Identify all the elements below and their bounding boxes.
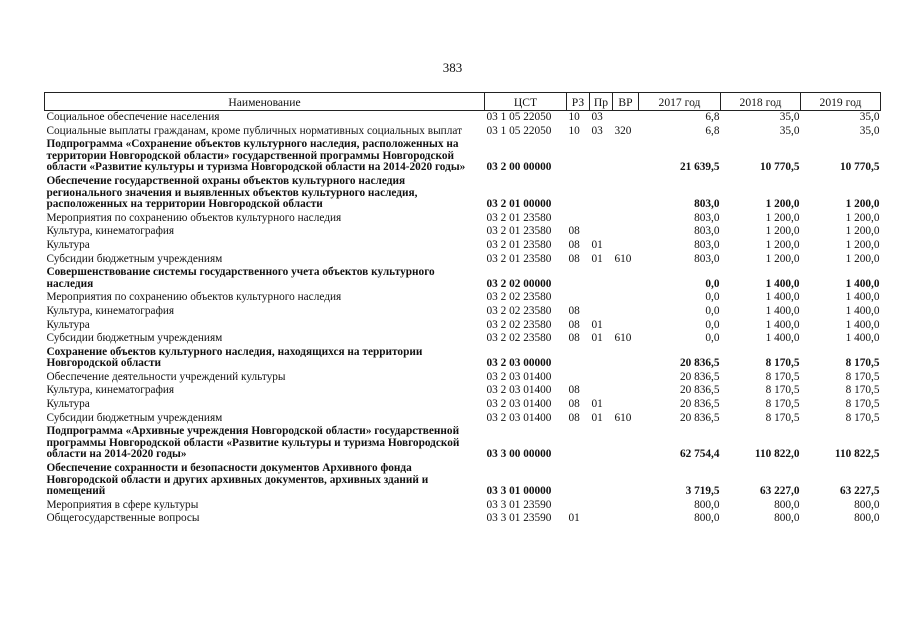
cell-name: Культура, кинематография — [46, 304, 175, 317]
cell-rz: 10 — [568, 111, 580, 123]
cell-vr — [613, 398, 639, 412]
cell-2019: 1 200,0 — [845, 252, 880, 265]
cell-2018: 8 170,5 — [765, 384, 800, 397]
table-row — [45, 499, 881, 513]
cell-rz: 08 — [568, 332, 580, 345]
cell-cst: 03 2 02 23580 — [486, 318, 552, 331]
cell-2019: 800,0 — [854, 512, 880, 525]
cell-pr: 01 — [591, 238, 603, 251]
cell-2018: 1 200,0 — [765, 225, 800, 238]
cell-2017: 803,0 — [694, 252, 720, 265]
header-rz: РЗ — [567, 93, 590, 111]
table-row — [45, 253, 881, 267]
cell-2017: 21 639,5 — [679, 161, 720, 174]
table-row — [45, 412, 881, 426]
cell-vr — [613, 425, 639, 462]
cell-name: Культура, кинематография — [46, 384, 175, 397]
cell-vr — [613, 371, 639, 385]
table-row — [45, 111, 881, 125]
cell-pr: 01 — [591, 332, 603, 345]
cell-2019: 1 200,0 — [845, 238, 880, 251]
cell-2017: 0,0 — [705, 318, 720, 331]
cell-vr — [613, 499, 639, 513]
cell-2019: 1 400,0 — [845, 277, 880, 290]
cell-2018: 1 400,0 — [765, 318, 800, 331]
cell-2018: 800,0 — [774, 512, 800, 525]
header-2017: 2017 год — [639, 93, 721, 111]
cell-vr — [613, 462, 639, 499]
cell-pr: 01 — [591, 398, 603, 411]
cell-2019: 8 170,5 — [845, 384, 880, 397]
cell-name: Мероприятия в сфере культуры — [46, 498, 199, 511]
cell-2019: 8 170,5 — [845, 370, 880, 383]
cell-vr: 610 — [614, 252, 632, 265]
table-body — [45, 111, 881, 527]
cell-2018: 8 170,5 — [765, 370, 800, 383]
cell-rz: 08 — [568, 225, 580, 238]
cell-rz — [567, 266, 590, 291]
cell-vr — [613, 305, 639, 319]
cell-rz: 08 — [568, 318, 580, 331]
header-cst: ЦСТ — [485, 93, 567, 111]
header-vr: ВР — [613, 93, 639, 111]
cell-pr: 01 — [591, 252, 603, 265]
table-row — [45, 319, 881, 333]
cell-name: Подпрограмма «Архивные учреждения Новгородской области» государственной программы Новгородской области «Развитие культуры и туризма Новгородской области на 2014-2020 годы» — [46, 425, 460, 461]
cell-pr — [590, 512, 613, 526]
cell-vr — [613, 346, 639, 371]
table-header-row — [45, 93, 881, 111]
cell-cst: 03 2 03 00000 — [486, 357, 552, 370]
cell-2017: 20 836,5 — [679, 357, 720, 370]
cell-pr — [590, 266, 613, 291]
cell-2018: 1 200,0 — [765, 252, 800, 265]
cell-cst: 03 2 01 23580 — [486, 225, 552, 238]
table-row — [45, 384, 881, 398]
cell-name: Подпрограмма «Сохранение объектов культурного наследия, расположенных на территории Новгородской области» государственной программы Новгородской области «Развитие культуры и туризма Новгородской области на 2014-2020 годы» — [46, 138, 466, 174]
cell-cst: 03 3 01 23590 — [486, 512, 552, 525]
header-2018: 2018 год — [721, 93, 801, 111]
cell-cst: 03 2 01 00000 — [486, 198, 552, 211]
cell-cst: 03 2 02 00000 — [486, 277, 552, 290]
cell-rz — [567, 175, 590, 212]
cell-rz — [567, 212, 590, 226]
cell-pr — [590, 175, 613, 212]
cell-pr — [590, 212, 613, 226]
cell-2018: 63 227,0 — [759, 485, 800, 498]
cell-2017: 803,0 — [694, 225, 720, 238]
cell-rz — [567, 462, 590, 499]
cell-2019: 8 170,5 — [845, 398, 880, 411]
cell-cst: 03 2 03 01400 — [486, 384, 552, 397]
cell-vr — [613, 384, 639, 398]
table-row — [45, 291, 881, 305]
cell-name: Культура, кинематография — [46, 225, 175, 238]
cell-2018: 1 200,0 — [765, 211, 800, 224]
cell-pr: 01 — [591, 318, 603, 331]
cell-rz: 08 — [568, 238, 580, 251]
table-row — [45, 462, 881, 499]
cell-cst: 03 1 05 22050 — [486, 111, 552, 123]
cell-cst: 03 2 03 01400 — [486, 411, 552, 424]
cell-cst: 03 1 05 22050 — [486, 124, 552, 137]
cell-cst: 03 2 01 23580 — [486, 238, 552, 251]
cell-cst: 03 2 02 23580 — [486, 291, 552, 304]
cell-cst: 03 2 02 23580 — [486, 332, 552, 345]
table-row — [45, 346, 881, 371]
cell-vr: 610 — [614, 411, 632, 424]
cell-name: Обеспечение сохранности и безопасности документов Архивного фонда Новгородской области и других архивных документов, архивных зданий и помещений — [46, 462, 429, 498]
cell-2017: 20 836,5 — [679, 370, 720, 383]
cell-name: Культура — [46, 398, 90, 411]
cell-2019: 63 227,5 — [839, 485, 880, 498]
cell-rz — [567, 138, 590, 175]
cell-2019: 8 170,5 — [845, 357, 880, 370]
cell-2018: 8 170,5 — [765, 411, 800, 424]
cell-2019: 1 200,0 — [845, 225, 880, 238]
cell-pr — [590, 305, 613, 319]
cell-name: Социальное обеспечение населения — [46, 111, 220, 123]
cell-2017: 803,0 — [694, 198, 720, 211]
cell-rz — [567, 291, 590, 305]
cell-vr — [613, 266, 639, 291]
cell-pr — [590, 291, 613, 305]
cell-2017: 20 836,5 — [679, 384, 720, 397]
cell-name: Обеспечение государственной охраны объектов культурного наследия регионального значения и выявленных объектов культурного наследия, расположенных на территории Новгородской области — [46, 174, 418, 211]
cell-2018: 8 170,5 — [765, 398, 800, 411]
cell-name: Обеспечение деятельности учреждений культуры — [46, 370, 286, 383]
cell-2017: 803,0 — [694, 238, 720, 251]
cell-rz — [567, 499, 590, 513]
cell-rz — [567, 425, 590, 462]
cell-pr: 03 — [591, 111, 603, 123]
cell-rz: 08 — [568, 304, 580, 317]
table-row — [45, 371, 881, 385]
cell-2017: 20 836,5 — [679, 411, 720, 424]
cell-name: Социальные выплаты гражданам, кроме публичных нормативных социальных выплат — [46, 124, 463, 137]
cell-2019: 1 400,0 — [845, 332, 880, 345]
cell-2017: 0,0 — [705, 277, 720, 290]
cell-name: Общегосударственные вопросы — [46, 512, 200, 525]
cell-cst: 03 3 00 00000 — [486, 448, 552, 461]
cell-2018: 8 170,5 — [765, 357, 800, 370]
cell-2018: 110 822,0 — [754, 448, 800, 461]
cell-rz: 01 — [568, 512, 580, 525]
cell-2018: 1 200,0 — [765, 198, 800, 211]
cell-rz: 08 — [568, 252, 580, 265]
cell-vr: 610 — [614, 332, 632, 345]
cell-vr: 320 — [614, 124, 632, 137]
cell-vr — [613, 291, 639, 305]
cell-2017: 0,0 — [705, 304, 720, 317]
table-row — [45, 425, 881, 462]
cell-2019: 35,0 — [859, 124, 880, 137]
table-row — [45, 125, 881, 139]
cell-name: Культура — [46, 318, 90, 331]
cell-2018: 1 400,0 — [765, 332, 800, 345]
cell-2019: 8 170,5 — [845, 411, 880, 424]
table-row — [45, 332, 881, 346]
cell-2019: 1 200,0 — [845, 211, 880, 224]
cell-2018: 1 200,0 — [765, 238, 800, 251]
cell-name: Мероприятия по сохранению объектов культурного наследия — [46, 291, 342, 304]
cell-2017: 62 754,4 — [679, 448, 720, 461]
cell-2017: 803,0 — [694, 211, 720, 224]
cell-2018: 1 400,0 — [765, 304, 800, 317]
table-row — [45, 225, 881, 239]
cell-rz — [567, 371, 590, 385]
cell-2018: 800,0 — [774, 498, 800, 511]
cell-name: Совершенствование системы государственного учета объектов культурного наследия — [46, 266, 435, 290]
cell-pr — [590, 462, 613, 499]
cell-vr — [613, 225, 639, 239]
cell-vr — [613, 319, 639, 333]
cell-cst: 03 2 00 00000 — [486, 161, 552, 174]
cell-2018: 35,0 — [779, 111, 800, 123]
cell-2017: 800,0 — [694, 512, 720, 525]
cell-pr — [590, 138, 613, 175]
cell-cst: 03 2 03 01400 — [486, 370, 552, 383]
cell-2019: 35,0 — [859, 111, 880, 123]
cell-2019: 1 200,0 — [845, 198, 880, 211]
cell-2018: 10 770,5 — [759, 161, 800, 174]
cell-name: Культура — [46, 238, 90, 251]
cell-2017: 0,0 — [705, 291, 720, 304]
cell-2017: 6,8 — [705, 124, 720, 137]
cell-name: Субсидии бюджетным учреждениям — [46, 252, 223, 265]
cell-rz: 08 — [568, 411, 580, 424]
cell-2018: 1 400,0 — [765, 291, 800, 304]
cell-cst: 03 3 01 00000 — [486, 485, 552, 498]
cell-cst: 03 3 01 23590 — [486, 498, 552, 511]
header-2019: 2019 год — [801, 93, 881, 111]
header-pr: Пр — [590, 93, 613, 111]
cell-cst: 03 2 01 23580 — [486, 252, 552, 265]
cell-name: Мероприятия по сохранению объектов культурного наследия — [46, 211, 342, 224]
cell-rz: 08 — [568, 398, 580, 411]
cell-rz — [567, 346, 590, 371]
cell-vr — [613, 239, 639, 253]
table-row — [45, 305, 881, 319]
cell-2019: 1 400,0 — [845, 318, 880, 331]
table-row — [45, 398, 881, 412]
cell-rz: 10 — [568, 124, 580, 137]
cell-name: Сохранение объектов культурного наследия, находящихся на территории Новгородской области — [46, 345, 423, 370]
cell-pr — [590, 499, 613, 513]
cell-2019: 110 822,5 — [834, 448, 880, 461]
budget-table — [44, 92, 881, 526]
cell-vr — [613, 212, 639, 226]
cell-vr — [613, 512, 639, 526]
cell-2019: 1 400,0 — [845, 304, 880, 317]
cell-rz: 08 — [568, 384, 580, 397]
cell-2019: 10 770,5 — [839, 161, 880, 174]
cell-vr — [613, 111, 639, 125]
header-name: Наименование — [45, 93, 485, 111]
table-row — [45, 138, 881, 175]
cell-pr — [590, 425, 613, 462]
cell-cst: 03 2 03 01400 — [486, 398, 552, 411]
cell-2017: 3 719,5 — [685, 485, 720, 498]
cell-name: Субсидии бюджетным учреждениям — [46, 332, 223, 345]
table-row — [45, 212, 881, 226]
cell-2019: 800,0 — [854, 498, 880, 511]
table-row — [45, 239, 881, 253]
cell-cst: 03 2 01 23580 — [486, 211, 552, 224]
table-row — [45, 266, 881, 291]
cell-pr: 03 — [591, 124, 603, 137]
page-number: 383 — [442, 60, 463, 75]
cell-2018: 35,0 — [779, 124, 800, 137]
cell-2017: 6,8 — [705, 111, 720, 123]
cell-name: Субсидии бюджетным учреждениям — [46, 411, 223, 424]
cell-pr — [590, 384, 613, 398]
cell-vr — [613, 175, 639, 212]
cell-2017: 800,0 — [694, 498, 720, 511]
cell-pr — [590, 371, 613, 385]
cell-2017: 20 836,5 — [679, 398, 720, 411]
cell-pr — [590, 346, 613, 371]
table-row — [45, 512, 881, 526]
cell-2019: 1 400,0 — [845, 291, 880, 304]
cell-pr: 01 — [591, 411, 603, 424]
cell-vr — [613, 138, 639, 175]
cell-2017: 0,0 — [705, 332, 720, 345]
cell-2018: 1 400,0 — [765, 277, 800, 290]
cell-cst: 03 2 02 23580 — [486, 304, 552, 317]
table-row — [45, 175, 881, 212]
cell-pr — [590, 225, 613, 239]
